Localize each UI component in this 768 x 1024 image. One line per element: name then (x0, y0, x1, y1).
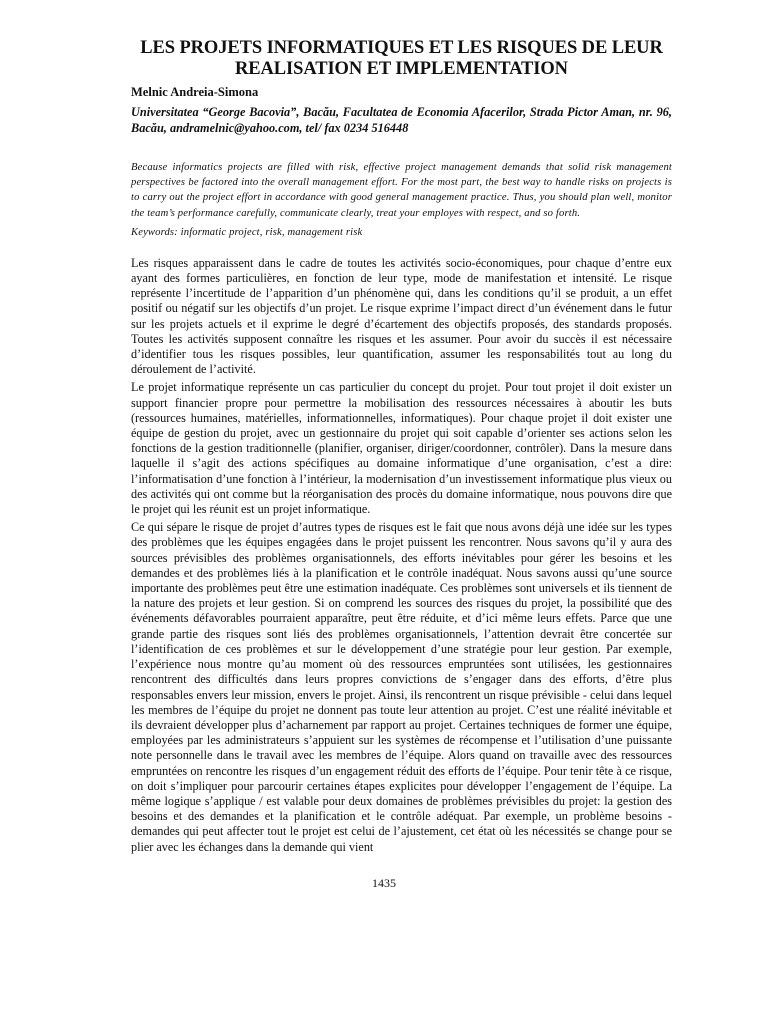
body-paragraph-1: Les risques apparaissent dans le cadre de toutes les activités socio-économiques, pour chaque d’entre eux ayant des formes particulières, en fonction de leur type, mode de manifestation et intensité. Le risque représente l’incertitude de l’apparition d’un phénomène qui, dans les conditions qu’il se produit, a un effet positif ou négatif sur les objectifs d’un projet. Le risque exprime l’impact direct d’un événement dans le futur sur les projets actuels et il exprime le degré d’écartement des objectifs proposés, des standards proposés. Toutes les activités supposent connaître les risques et les assumer. Pour avoir du succès il est nécessaire d’identifier tous les risques possibles, leur quantification, assumer les responsabilités tout au long du déroulement de l’activité. (131, 255, 672, 377)
body-paragraph-3: Ce qui sépare le risque de projet d’autres types de risques est le fait que nous avons déjà une idée sur les types des problèmes que les équipes engagées dans le projet puissent les rencontrer. Nous savons qu’il y aura des sources prévisibles des problèmes organisationnels, des efforts inévitables pour gérer les besoins et les demandes et des problèmes liés à la planification et le contrôle inadéquat. Nous savons aussi qu’une source importante des problèmes peut être une estimation inadéquate. Ces problèmes sont universels et ils tiennent de la nature des projets et leur gestion. Si on comprend les sources des risques du projet, la possibilité que des événements défavorables pourraient apparaître, peut être réduite, et d’ici même leurs effets. Parce que une grande partie des risques sont liés des problèmes organisationnels, l’attention devrait être concertée sur l’identification de ces problèmes et sur le développement d’une stratégie pour leur gestion. Par exemple, l’expérience nous montre qu’au moment où des ressources empruntées sont utilisées, les gestionnaires rencontrent des difficultés dans leurs propres convictions de s’engager dans des efforts, d’être plus responsables envers leur mission, envers le projet. Ainsi, ils rencontrent un risque prévisible - celui dans lequel les membres de l’équipe du projet ne donnent pas toute leur attention au projet. C’est une réalité inévitable et ils devraient développer plus d’acharnement par rapport au projet. Certaines techniques de former une équipe, employées par les administrateurs s’appuient sur les systèmes de récompense et l’utilisation d’une puissante note personnelle dans le travail avec les membres de l’équipe. Alors quand on travaille avec des ressources empruntées on rencontre les risques d’un engagement réduit des efforts de l’équipe. Pour tenir tête à ce risque, on doit s’impliquer pour parcourir certaines étapes explicites pour développer l’engagement de l’équipe. La même logique s’applique / est valable pour deux domaines de problèmes prévisibles du projet: la gestion des besoins et des demandes et la planification et le contrôle adéquat. Par exemple, un problème besoins - demandes qui peut affecter tout le projet est celui de l’ajustement, cet état où les nécessités se change pour se plier avec les échanges dans la demande qui vient (131, 520, 672, 854)
paper-title: LES PROJETS INFORMATIQUES ET LES RISQUES DE LEUR REALISATION ET IMPLEMENTATION (140, 38, 663, 79)
author-name: Melnic Andreia-Simona (131, 85, 259, 99)
abstract: Because informatics projects are filled with risk, effective project management demands that solid risk management perspectives be factored into the overall management effort. For the most part, the best way to handle risks on projects is to carry out the project effort in accordance with good general management practice. Thus, you should plan well, monitor the team’s performance carefully, communicate clearly, treat your employes with respect, and so forth. (131, 162, 672, 219)
body-paragraph-2: Le projet informatique représente un cas particulier du concept du projet. Pour tout projet il doit exister un support financier propre pour permettre la mobilisation des ressources nécessaires à aboutir les buts (ressources humaines, matérielles, informationnelles, informatiques). Pour chaque projet il doit exister une équipe de gestion du projet, avec un gestionnaire du projet qui soit capable d’orienter ses actions selon les fonctions de la gestion traditionnelle (planifier, organiser, diriger/coordonner, contrôler). Dans la mesure dans laquelle il s’agit des actions spécifiques au domaine informatique d’une organisation, c’est a dire: l’informatisation d’une fonction à l’intérieur, la modernisation d’un investissement informatique plus vieux ou des activités qui ont comme but la réorganisation des procès du domaine informatique, nous pouvons dire que le projet qui les réunit est un projet informatique. (131, 380, 672, 517)
page-number: 1435 (372, 876, 396, 890)
author-affiliation: Universitatea “George Bacovia”, Bacău, Facultatea de Economia Afacerilor, Strada Pictor Aman, nr. 96, Bacău, andramelnic@yahoo.com, tel/ fax 0234 516448 (131, 105, 672, 135)
keywords: Keywords: informatic project, risk, management risk (131, 226, 363, 238)
paper-page (131, 38, 672, 858)
